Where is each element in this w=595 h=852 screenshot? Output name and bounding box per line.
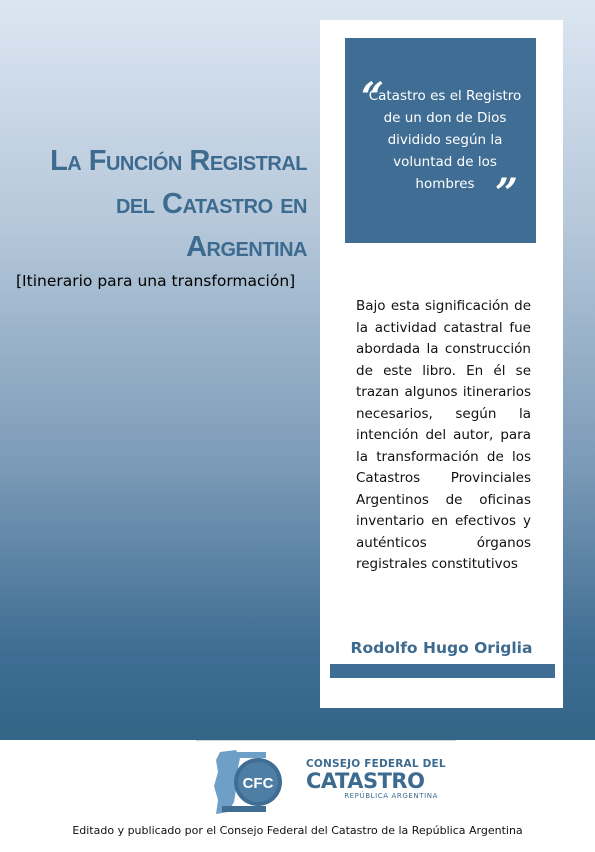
logo-bar-top [222, 752, 266, 758]
author-name: Rodolfo Hugo Origlia [350, 639, 533, 657]
title-line-2: del Catastro en [115, 188, 307, 220]
publisher-line-2: CATASTRO [306, 769, 425, 793]
open-quote-icon: “ [361, 74, 385, 121]
publisher-line-3: REPÚBLICA ARGENTINA [344, 792, 438, 800]
edited-by-note: Editado y publicado por el Consejo Federal del Catastro de la República Argentina [72, 824, 523, 837]
author-underline-bar [330, 664, 555, 678]
close-quote-icon: ” [495, 170, 519, 217]
title-line-1: La Función Registral [50, 145, 307, 177]
publisher-line-1: CONSEJO FEDERAL DEL [306, 758, 446, 770]
back-cover-panel [320, 20, 563, 708]
main-title [7, 140, 307, 269]
book-title [7, 140, 307, 269]
book-subtitle: [Itinerario para una transformación] [16, 272, 296, 290]
logo-text: CFC [242, 775, 274, 792]
publisher-name [306, 758, 446, 800]
book-description: Bajo esta significación de la actividad catastral fue abordada la construcción de este libro. En él se trazan algunos itinerarios necesarios, según la intención del autor, para la transformación de los Catastros Provinciales Argentinos de oficinas inventario en efectivos y auténticos órganos registrales constitutivos [356, 298, 531, 572]
title-line-3: Argentina [186, 231, 307, 263]
logo-bar-bottom [222, 806, 266, 812]
cfc-logo [208, 748, 293, 816]
footer-divider [196, 740, 456, 741]
quote-text: Catastro es el Registro de un don de Dios dividido según la voluntad de los hombres [368, 88, 522, 192]
quote-box [345, 38, 536, 243]
